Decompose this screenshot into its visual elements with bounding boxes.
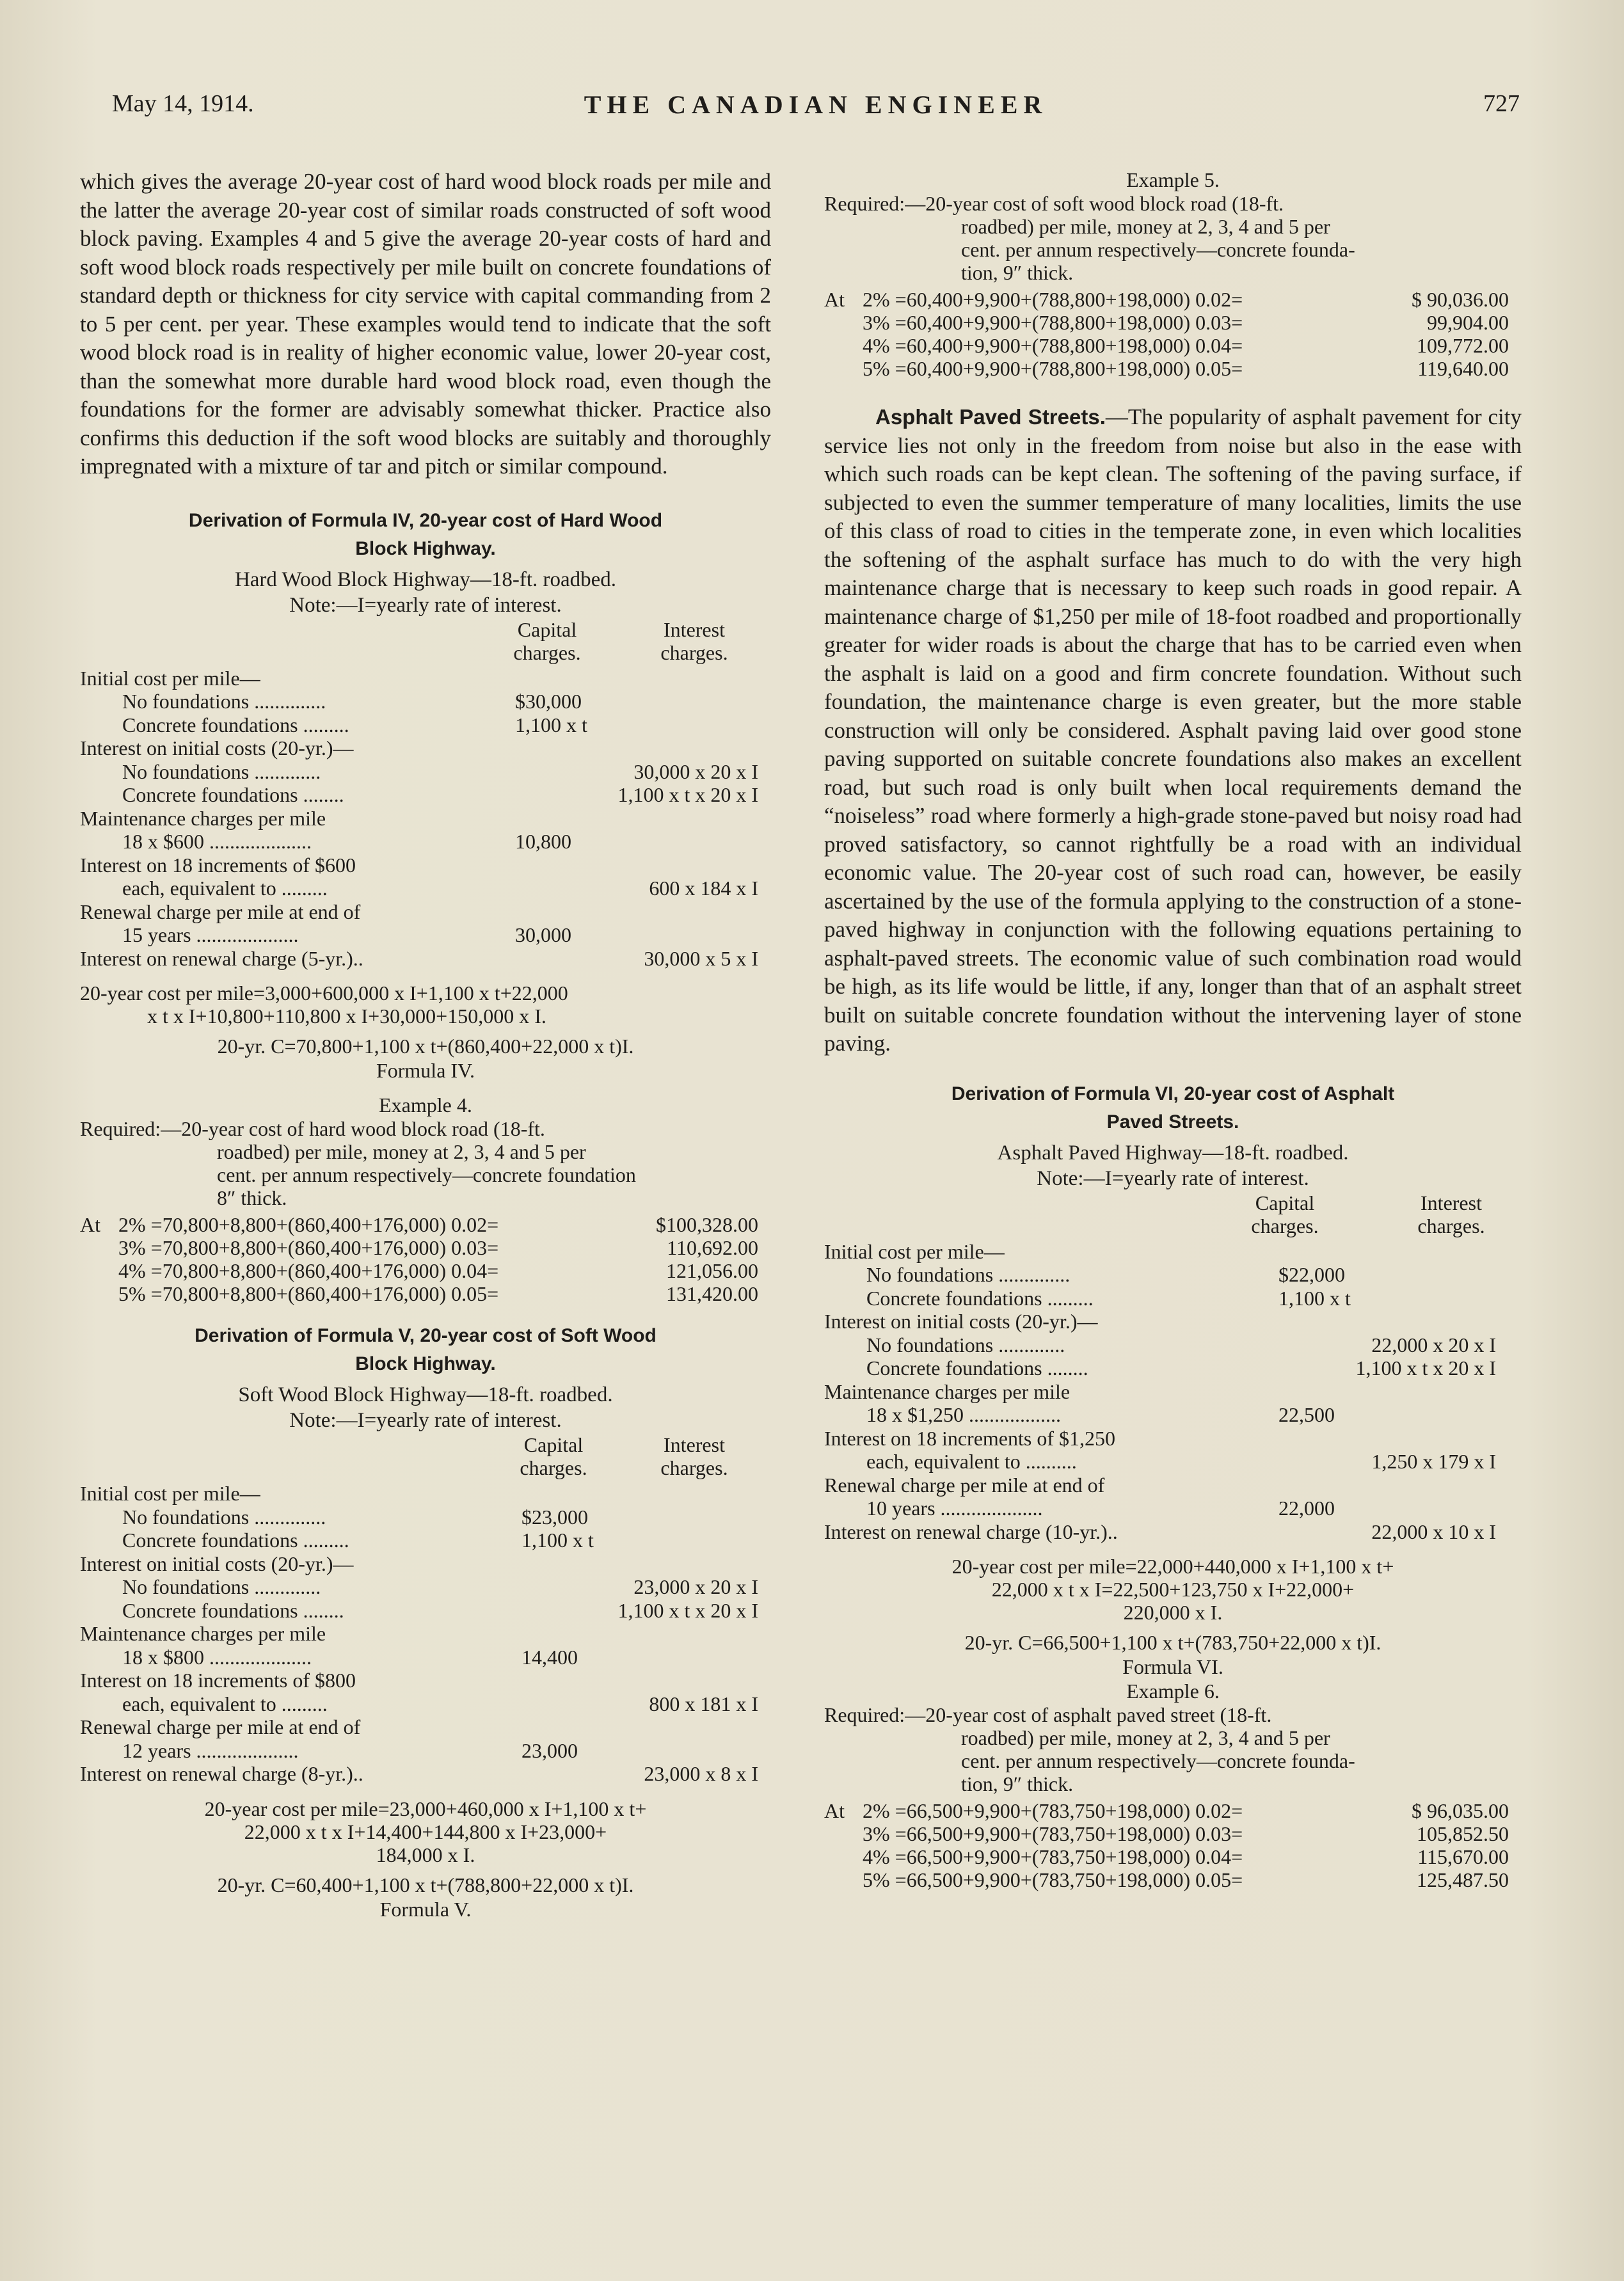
interest-value: 800 x 181 x I [649, 1692, 758, 1715]
interest-value: 22,000 x 20 x I [1371, 1333, 1496, 1356]
formula-name: Formula VI. [1122, 1655, 1223, 1678]
capital-value: $30,000 [515, 690, 582, 713]
capital-value: 14,400 [521, 1645, 578, 1669]
table-row [80, 1762, 771, 1786]
equation-row [80, 1259, 771, 1282]
running-header [112, 90, 1520, 128]
row-label: Concrete foundations ........ [122, 1598, 344, 1622]
equation-row [824, 1822, 1522, 1845]
row-label: No foundations ............. [122, 1575, 321, 1598]
required-line: cent. per annum respectively—concrete founda- [961, 238, 1355, 261]
capital-header: Capital charges. [1251, 1191, 1319, 1237]
formula-iv [80, 1034, 771, 1083]
row-label: Interest on 18 increments of $800 [80, 1669, 356, 1692]
formula-v-cost [80, 1797, 771, 1866]
row-label: Interest on renewal charge (5-yr.).. [80, 946, 363, 970]
interest-value: 30,000 x 5 x I [644, 946, 758, 970]
formula-vi [824, 1630, 1522, 1679]
capital-value: 1,100 x t [515, 713, 587, 736]
capital-value: $22,000 [1278, 1263, 1345, 1286]
table-row [80, 1669, 771, 1692]
row-label: 18 x $1,250 .................. [866, 1403, 1061, 1426]
table-row [824, 1380, 1522, 1404]
row-label: Renewal charge per mile at end of [80, 900, 361, 923]
table-row [80, 1529, 771, 1552]
required-line: roadbed) per mile, money at 2, 3, 4 and 5 per [217, 1140, 586, 1163]
equation-result: 99,904.00 [1427, 311, 1509, 334]
row-label: Interest on initial costs (20-yr.)— [80, 736, 354, 759]
interest-header: Interest charges. [660, 1433, 728, 1479]
table-row [80, 760, 771, 784]
row-label: Interest on 18 increments of $600 [80, 853, 356, 877]
table-row [80, 783, 771, 807]
table-row [80, 947, 771, 971]
row-label: 15 years .................... [122, 923, 299, 946]
interest-value: 22,000 x 10 x I [1371, 1520, 1496, 1543]
row-label: Maintenance charges per mile [80, 806, 326, 830]
row-label: Interest on 18 increments of $1,250 [824, 1426, 1115, 1450]
formula-equation: 20-yr. C=60,400+1,100 x t+(788,800+22,000 x t)I. [217, 1873, 634, 1896]
table-row [80, 1575, 771, 1599]
intro-paragraph: which gives the average 20-year cost of hard wood block roads per mile and the latter the average 20-year cost of similar roads constructed of soft wood block paving. Examples 4 and 5 give the average 20-year costs of hard and soft wood block roads respectively per mile built on concrete foundations of standard depth or thickness for city service with capital commanding from 2 to 5 per cent. per year. These examples would tend to indicate that the soft wood block road is in reality of higher economic value, lower 20-year cost, than the somewhat more durable hard wood block road, even though the foundations for the former are advisably somewhat thicker. Practice also confirms this deduction if the soft wood blocks are suitably and thoroughly impregnated with a mixture of tar and pitch or similar compound. [80, 169, 771, 479]
example-4-required [80, 1117, 771, 1209]
table-row [80, 1599, 771, 1623]
column-headers [824, 1191, 1522, 1240]
column-headers [80, 618, 771, 667]
cost-line: 20-year cost per mile=23,000+460,000 x I+1,100 x t+ [204, 1797, 647, 1820]
table-row [80, 736, 771, 760]
table-row [80, 1482, 771, 1506]
equation-prefix: At [80, 1213, 100, 1236]
table-row [80, 1646, 771, 1669]
capital-value: 10,800 [515, 830, 571, 853]
table-row [80, 830, 771, 854]
equation-expression: 4% =70,800+8,800+(860,400+176,000) 0.04= [118, 1259, 499, 1282]
table-row [80, 1622, 771, 1646]
equation-row [80, 1213, 771, 1236]
heading-line: Derivation of Formula IV, 20-year cost of Hard Wood [188, 509, 663, 531]
row-label: Interest on initial costs (20-yr.)— [80, 1552, 354, 1575]
table-row [824, 1287, 1522, 1310]
cost-line: 220,000 x I. [1123, 1601, 1223, 1624]
formula-iv-table [80, 667, 771, 971]
required-line: tion, 9″ thick. [961, 261, 1074, 284]
heading-line: Derivation of Formula VI, 20-year cost of Asphalt [951, 1083, 1395, 1104]
table-row [80, 900, 771, 924]
formula-v [80, 1873, 771, 1921]
formula-vi-heading [824, 1080, 1522, 1136]
table-row [80, 713, 771, 737]
capital-value: 30,000 [515, 923, 571, 946]
formula-v-subtitle [80, 1382, 771, 1433]
heading-line: Block Highway. [355, 537, 496, 559]
row-label: No foundations .............. [122, 1505, 326, 1529]
table-row [824, 1427, 1522, 1450]
row-label: Interest on renewal charge (10-yr.).. [824, 1520, 1118, 1543]
example-6-results [824, 1799, 1522, 1891]
equation-result: 125,487.50 [1417, 1868, 1509, 1891]
row-label: Interest on initial costs (20-yr.)— [824, 1310, 1098, 1333]
formula-iv-cost [80, 982, 771, 1028]
equation-result: 105,852.50 [1417, 1822, 1509, 1845]
equation-row [824, 1845, 1522, 1868]
table-row [80, 1715, 771, 1739]
table-row [80, 807, 771, 831]
required-line: cent. per annum respectively—concrete founda- [961, 1749, 1355, 1772]
cost-line: 20-year cost per mile=3,000+600,000 x I+1,100 x t+22,000 [80, 982, 568, 1005]
row-label: Initial cost per mile— [80, 666, 260, 690]
table-row [80, 854, 771, 877]
example-4-results [80, 1213, 771, 1305]
equation-expression: 2% =70,800+8,800+(860,400+176,000) 0.02= [118, 1213, 499, 1236]
equation-expression: 5% =60,400+9,900+(788,800+198,000) 0.05= [863, 357, 1243, 380]
heading-line: Derivation of Formula V, 20-year cost of Soft Wood [195, 1325, 657, 1346]
equation-result: 121,056.00 [666, 1259, 758, 1282]
cost-line: 184,000 x I. [376, 1843, 475, 1866]
equation-result: 131,420.00 [666, 1282, 758, 1305]
equation-expression: 5% =70,800+8,800+(860,400+176,000) 0.05= [118, 1282, 499, 1305]
row-label: Concrete foundations ......... [122, 1529, 349, 1552]
interest-header: Interest charges. [660, 617, 728, 664]
subtitle-line: Asphalt Paved Highway—18-ft. roadbed. [997, 1141, 1349, 1164]
formula-iv-subtitle [80, 567, 771, 618]
row-label: No foundations ............. [122, 759, 321, 783]
required-line: tion, 9″ thick. [961, 1772, 1074, 1795]
note-line: Note:—I=yearly rate of interest. [289, 593, 562, 617]
capital-value: 1,100 x t [1278, 1286, 1351, 1310]
equation-result: $ 90,036.00 [1412, 288, 1509, 311]
equation-result: 115,670.00 [1417, 1845, 1509, 1868]
note-line: Note:—I=yearly rate of interest. [289, 1409, 562, 1432]
row-label: each, equivalent to ......... [122, 1692, 328, 1715]
equation-result: 110,692.00 [667, 1236, 758, 1259]
table-row [80, 1552, 771, 1576]
table-row [824, 1520, 1522, 1544]
issue-date: May 14, 1914. [112, 90, 254, 117]
capital-value: 1,100 x t [521, 1529, 594, 1552]
journal-title: THE CANADIAN ENGINEER [584, 90, 1048, 119]
heading-line: Paved Streets. [1106, 1111, 1239, 1133]
equation-expression: 5% =66,500+9,900+(783,750+198,000) 0.05= [863, 1868, 1243, 1891]
equation-expression: 3% =66,500+9,900+(783,750+198,000) 0.03= [863, 1822, 1243, 1845]
equation-row [824, 357, 1522, 380]
example-4-title: Example 4. [379, 1093, 472, 1117]
equation-row [824, 311, 1522, 334]
example-6-required [824, 1703, 1522, 1795]
table-row [824, 1450, 1522, 1474]
formula-name: Formula V. [379, 1897, 472, 1921]
table-row [80, 1692, 771, 1716]
required-line: roadbed) per mile, money at 2, 3, 4 and 5 per [961, 1726, 1330, 1749]
table-row [80, 877, 771, 900]
interest-value: 600 x 184 x I [649, 877, 758, 900]
formula-name: Formula IV. [376, 1059, 475, 1082]
table-row [80, 690, 771, 713]
row-label: Renewal charge per mile at end of [824, 1473, 1105, 1497]
required-line: Required:—20-year cost of asphalt paved street (18-ft. [824, 1703, 1272, 1726]
heading-line: Block Highway. [355, 1353, 496, 1374]
row-label: 10 years .................... [866, 1497, 1043, 1520]
table-row [80, 923, 771, 947]
equation-row [80, 1282, 771, 1305]
equation-row [824, 288, 1522, 311]
formula-iv-heading [80, 507, 771, 563]
column-headers [80, 1433, 771, 1482]
table-row [824, 1310, 1522, 1333]
equation-result: 119,640.00 [1417, 357, 1509, 380]
equation-result: 109,772.00 [1417, 334, 1509, 357]
equation-expression: 2% =66,500+9,900+(783,750+198,000) 0.02= [863, 1799, 1243, 1822]
table-row [824, 1356, 1522, 1380]
row-label: Concrete foundations ......... [122, 713, 349, 736]
row-label: 12 years .................... [122, 1738, 299, 1762]
required-line: 8″ thick. [217, 1186, 287, 1209]
row-label: Maintenance charges per mile [80, 1622, 326, 1645]
capital-header: Capital charges. [520, 1433, 587, 1479]
cost-line: x t x I+10,800+110,800 x I+30,000+150,000 x I. [147, 1005, 546, 1028]
row-label: each, equivalent to .......... [866, 1450, 1077, 1473]
interest-value: 23,000 x 20 x I [633, 1575, 758, 1598]
table-row [80, 1739, 771, 1763]
interest-value: 1,100 x t x 20 x I [617, 783, 758, 806]
asphalt-paragraph [824, 403, 1522, 1058]
formula-equation: 20-yr. C=70,800+1,100 x t+(860,400+22,000 x t)I. [217, 1035, 634, 1058]
equation-prefix: At [824, 1799, 845, 1822]
table-row [80, 667, 771, 690]
capital-header: Capital charges. [513, 617, 581, 664]
subtitle-line: Soft Wood Block Highway—18-ft. roadbed. [238, 1383, 613, 1406]
interest-value: 1,100 x t x 20 x I [617, 1598, 758, 1622]
formula-v-heading [80, 1322, 771, 1378]
capital-value: 22,500 [1278, 1403, 1335, 1426]
table-row [824, 1263, 1522, 1287]
interest-value: 23,000 x 8 x I [644, 1762, 758, 1785]
row-label: Renewal charge per mile at end of [80, 1715, 361, 1738]
table-row [824, 1403, 1522, 1427]
row-label: Concrete foundations ......... [866, 1286, 1094, 1310]
equation-expression: 4% =60,400+9,900+(788,800+198,000) 0.04= [863, 334, 1243, 357]
row-label: No foundations .............. [122, 690, 326, 713]
equation-expression: 3% =60,400+9,900+(788,800+198,000) 0.03= [863, 311, 1243, 334]
equation-expression: 3% =70,800+8,800+(860,400+176,000) 0.03= [118, 1236, 499, 1259]
cost-line: 22,000 x t x I=22,500+123,750 x I+22,000+ [991, 1578, 1355, 1601]
row-label: Initial cost per mile— [80, 1482, 260, 1505]
formula-vi-subtitle [824, 1140, 1522, 1191]
equation-row [824, 334, 1522, 357]
row-label: Concrete foundations ........ [866, 1356, 1088, 1379]
formula-v-table [80, 1482, 771, 1786]
note-line: Note:—I=yearly rate of interest. [1037, 1166, 1309, 1190]
equation-row [824, 1799, 1522, 1822]
right-column [824, 168, 1522, 1891]
table-row [824, 1497, 1522, 1520]
interest-value: 1,250 x 179 x I [1371, 1450, 1496, 1473]
required-line: Required:—20-year cost of hard wood block road (18-ft. [80, 1117, 545, 1140]
row-label: each, equivalent to ......... [122, 877, 328, 900]
equation-row [80, 1236, 771, 1259]
required-line: cent. per annum respectively—concrete foundation [217, 1163, 636, 1186]
table-row [824, 1474, 1522, 1497]
equation-row [824, 1868, 1522, 1891]
table-row [824, 1240, 1522, 1264]
equation-expression: 4% =66,500+9,900+(783,750+198,000) 0.04= [863, 1845, 1243, 1868]
example-5-results [824, 288, 1522, 380]
row-label: No foundations ............. [866, 1333, 1065, 1356]
row-label: No foundations .............. [866, 1263, 1071, 1286]
row-label: 18 x $800 .................... [122, 1645, 312, 1669]
interest-header: Interest charges. [1417, 1191, 1485, 1237]
required-line: roadbed) per mile, money at 2, 3, 4 and 5 per [961, 215, 1330, 238]
capital-value: 23,000 [521, 1738, 578, 1762]
capital-value: $23,000 [521, 1505, 588, 1529]
formula-equation: 20-yr. C=66,500+1,100 x t+(783,750+22,000 x t)I. [964, 1631, 1381, 1654]
subtitle-line: Hard Wood Block Highway—18-ft. roadbed. [234, 568, 617, 591]
row-label: Interest on renewal charge (8-yr.).. [80, 1762, 363, 1785]
row-label: Initial cost per mile— [824, 1239, 1005, 1263]
asphalt-runin-heading: Asphalt Paved Streets. [875, 405, 1106, 429]
row-label: Concrete foundations ........ [122, 783, 344, 806]
table-row [824, 1333, 1522, 1357]
cost-line: 22,000 x t x I+14,400+144,800 x I+23,000+ [244, 1820, 607, 1843]
formula-vi-cost [824, 1555, 1522, 1624]
interest-value: 30,000 x 20 x I [633, 759, 758, 783]
interest-value: 1,100 x t x 20 x I [1355, 1356, 1496, 1379]
equation-prefix: At [824, 288, 845, 311]
capital-value: 22,000 [1278, 1497, 1335, 1520]
left-column [80, 168, 771, 1921]
equation-result: $ 96,035.00 [1412, 1799, 1509, 1822]
table-row [80, 1506, 771, 1529]
row-label: Maintenance charges per mile [824, 1379, 1071, 1403]
example-5-required [824, 192, 1522, 284]
required-line: Required:—20-year cost of soft wood block road (18-ft. [824, 192, 1284, 215]
asphalt-text: —The popularity of asphalt pavement for city service lies not only in the freedom from noise but also in the ease with which such roads can be kept clean. The softening of the paving surface, if subjected to even the summer temperature of many localities, limits the use of this class of road to cities in the temperate zone, in even which localities the softening of the asphalt surface has much to do with the very high maintenance charge that is necessary to keep such roads in good repair. A maintenance charge of $1,250 per mile of 18-foot roadbed and proportionally greater for wider roads is about the charge that has to be carried even when the asphalt is laid on a good and firm concrete foundation. Without such foundation, the maintenance charge is even greater, but the more stable construction will only be considered. Asphalt paving laid over good stone paving supported on suitable concrete foundations also makes an excellent road, but such road is only built when local requirements demand the “noiseless” road where formerly a high-grade stone-paved but noisy road had proved satisfactory, so cannot rightfully be a road with an individual economic value. The 20-year cost of such road can, however, be easily ascertained by the use of the formula applying to the construction of a stone-paved highway in conjunction with the following equations pertaining to asphalt-paved streets. The economic value of such combination road would be high, as its life would be little, if any, longer than that of an asphalt street built on suitable concrete foundation without the intervening layer of stone paving. [824, 404, 1522, 1056]
equation-result: $100,328.00 [656, 1213, 758, 1236]
page-number: 727 [1483, 90, 1520, 117]
row-label: 18 x $600 .................... [122, 830, 312, 853]
example-6-title: Example 6. [1126, 1680, 1220, 1703]
example-5-title: Example 5. [1126, 168, 1220, 191]
equation-expression: 2% =60,400+9,900+(788,800+198,000) 0.02= [863, 288, 1243, 311]
cost-line: 20-year cost per mile=22,000+440,000 x I+1,100 x t+ [951, 1555, 1394, 1578]
formula-vi-table [824, 1240, 1522, 1544]
